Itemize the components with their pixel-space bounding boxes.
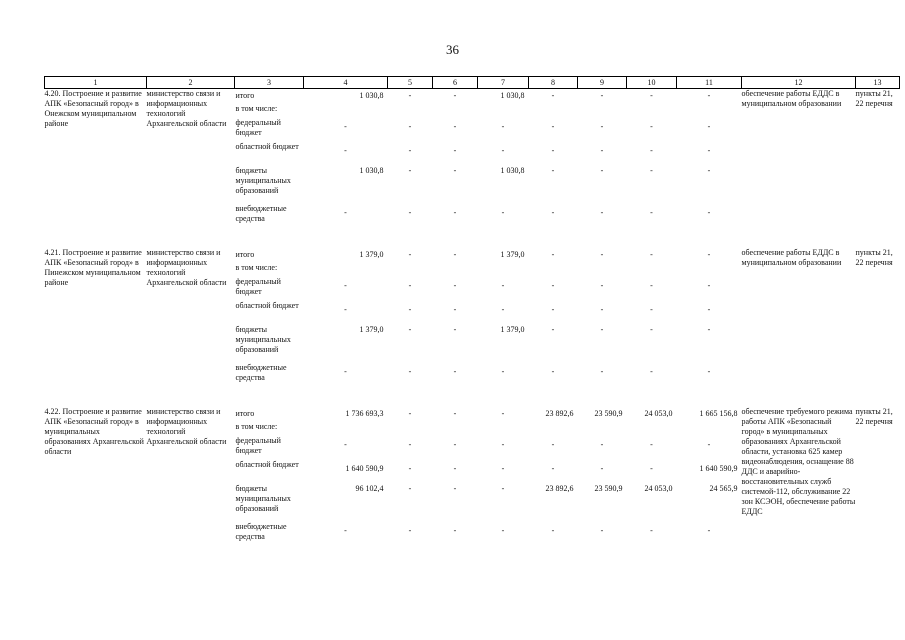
funding-source-label: внебюджетные средства: [235, 363, 287, 382]
amount-cell: [388, 407, 433, 546]
reference-points: пункты 21, 22 перечня: [855, 248, 893, 267]
amount-value: -: [600, 91, 604, 100]
spacer-cell: [45, 387, 900, 407]
amount-value: -: [600, 146, 604, 155]
amount-value: -: [408, 484, 412, 493]
page-number: 36: [446, 42, 459, 57]
amount-value: -: [650, 440, 653, 449]
column-header-6: 6: [433, 77, 478, 89]
amount-value: -: [650, 208, 653, 217]
funding-source-label: итого: [235, 250, 255, 259]
funding-source-label: федеральный бюджет: [235, 277, 281, 296]
column-header-2: 2: [147, 77, 235, 89]
amount-value: -: [551, 91, 555, 100]
amount-cell: [677, 89, 742, 229]
amount-value: -: [707, 146, 711, 155]
amount-value: 24 565,9: [709, 484, 738, 493]
amount-cell: [433, 407, 478, 546]
amount-value: -: [453, 325, 457, 334]
amount-value: -: [650, 305, 653, 314]
amount-value: -: [650, 250, 653, 259]
amount-cell: [304, 248, 388, 387]
amount-value: -: [650, 464, 653, 473]
amount-cell: [433, 248, 478, 387]
amount-value: -: [600, 250, 604, 259]
funding-source-cell: [235, 407, 304, 546]
amount-value: 1 030,8: [500, 166, 525, 175]
column-header-9: 9: [578, 77, 627, 89]
amount-value: 24 053,0: [644, 409, 673, 418]
amount-value: -: [600, 305, 604, 314]
amount-cell: [529, 248, 578, 387]
amount-value: -: [600, 122, 604, 131]
amount-value: -: [344, 146, 347, 155]
amount-value: -: [501, 409, 505, 418]
amount-value: -: [453, 440, 457, 449]
amount-value: -: [453, 91, 457, 100]
amount-value: 1 379,0: [500, 325, 525, 334]
amount-cell: [304, 89, 388, 229]
amount-value: -: [707, 367, 711, 376]
amount-value: 1 640 590,9: [345, 464, 384, 473]
executor-name: министерство связи и информационных технологий Архангельской области: [146, 407, 227, 446]
funding-source-label: областной бюджет: [235, 142, 299, 151]
spacer-cell: [45, 228, 900, 248]
amount-value: -: [650, 367, 653, 376]
amount-value: -: [453, 166, 457, 175]
amount-value: -: [551, 166, 555, 175]
program-row: [45, 89, 900, 229]
funding-source-label: итого: [235, 409, 255, 418]
amount-value: -: [600, 208, 604, 217]
column-header-8: 8: [529, 77, 578, 89]
amount-value: -: [650, 526, 653, 535]
amount-value: -: [408, 91, 412, 100]
expected-result: обеспечение требуемого режима работы АПК «Безопасный город» в муниципальных образованиях Архангельской области, установка 625 камер видеонаблюдения, оснащение 88 ДДС и аварийно-восстановительных служб системой-112, обслуживание 22 зон КСЭОН, обеспечение работы ЕДДС: [741, 407, 856, 516]
amount-value: -: [501, 146, 505, 155]
amount-cell: [578, 407, 627, 546]
expected-result: обеспечение работы ЕДДС в муниципальном образовании: [741, 89, 842, 108]
amount-value: 1 379,0: [500, 250, 525, 259]
header-row: [45, 77, 900, 89]
amount-value: -: [453, 484, 457, 493]
amount-value: 1 030,8: [500, 91, 525, 100]
amount-value: -: [408, 325, 412, 334]
amount-value: -: [551, 440, 555, 449]
amount-value: 24 053,0: [644, 484, 673, 493]
funding-source-label: областной бюджет: [235, 460, 299, 469]
amount-value: -: [408, 305, 412, 314]
amount-value: -: [501, 464, 505, 473]
funding-source-label: итого: [235, 91, 255, 100]
amount-value: -: [453, 409, 457, 418]
amount-value: -: [408, 208, 412, 217]
amount-value: -: [650, 146, 653, 155]
column-header-13: 13: [856, 77, 900, 89]
funding-source-cell: [235, 89, 304, 229]
funding-source-label: бюджеты муниципальных образований: [235, 166, 291, 195]
amount-value: 23 590,9: [594, 484, 623, 493]
funding-source-label: федеральный бюджет: [235, 118, 281, 137]
amount-value: -: [344, 122, 347, 131]
amount-cell: [627, 89, 677, 229]
amount-value: -: [551, 208, 555, 217]
amount-cell: [478, 89, 529, 229]
amount-value: -: [408, 250, 412, 259]
funding-source-label: внебюджетные средства: [235, 522, 287, 541]
amount-value: -: [650, 325, 653, 334]
funding-source-cell: [235, 248, 304, 387]
funding-source-label: федеральный бюджет: [235, 436, 281, 455]
program-table: [44, 76, 900, 546]
amount-value: -: [650, 122, 653, 131]
amount-value: -: [408, 122, 412, 131]
amount-value: -: [453, 250, 457, 259]
activity-name: 4.22. Построение и развитие АПК «Безопасный город» в муниципальных образованиях Архангельской области: [44, 407, 144, 456]
amount-value: -: [453, 208, 457, 217]
amount-value: -: [707, 305, 711, 314]
column-header-11: 11: [677, 77, 742, 89]
column-header-3: 3: [235, 77, 304, 89]
amount-value: -: [344, 305, 347, 314]
amount-value: -: [408, 440, 412, 449]
amount-value: -: [344, 367, 347, 376]
amount-value: 23 892,6: [545, 409, 574, 418]
amount-value: -: [453, 122, 457, 131]
amount-value: -: [707, 440, 711, 449]
reference-points: пункты 21, 22 перечня: [855, 89, 893, 108]
amount-value: -: [453, 281, 457, 290]
amount-value: 1 030,8: [359, 91, 384, 100]
amount-cell: [478, 248, 529, 387]
amount-cell: [627, 407, 677, 546]
amount-value: -: [551, 250, 555, 259]
amount-value: -: [501, 122, 505, 131]
amount-value: -: [408, 464, 412, 473]
amount-value: -: [501, 281, 505, 290]
amount-value: -: [551, 325, 555, 334]
amount-value: -: [344, 281, 347, 290]
column-header-12: 12: [742, 77, 856, 89]
activity-name: 4.20. Построение и развитие АПК «Безопасный город» в Онежском муниципальном районе: [44, 89, 142, 128]
amount-value: -: [600, 325, 604, 334]
amount-value: -: [501, 305, 505, 314]
amount-value: -: [501, 484, 505, 493]
column-header-5: 5: [388, 77, 433, 89]
amount-cell: [578, 89, 627, 229]
amount-value: -: [453, 146, 457, 155]
amount-value: -: [707, 526, 711, 535]
amount-cell: [433, 89, 478, 229]
amount-cell: [529, 89, 578, 229]
amount-cell: [529, 407, 578, 546]
executor-name: министерство связи и информационных технологий Архангельской области: [146, 248, 227, 287]
amount-value: -: [408, 281, 412, 290]
amount-value: -: [707, 91, 711, 100]
amount-value: -: [501, 367, 505, 376]
amount-cell: [388, 248, 433, 387]
amount-value: 1 379,0: [359, 325, 384, 334]
amount-cell: [578, 248, 627, 387]
amount-cell: [627, 248, 677, 387]
amount-value: -: [600, 166, 604, 175]
amount-value: -: [650, 281, 653, 290]
amount-value: -: [344, 208, 347, 217]
amount-value: -: [408, 146, 412, 155]
funding-source-label: в том числе:: [235, 422, 278, 431]
amount-value: -: [707, 281, 711, 290]
amount-value: 1 640 590,9: [699, 464, 738, 473]
column-header-10: 10: [627, 77, 677, 89]
amount-cell: [677, 407, 742, 546]
amount-value: -: [707, 166, 711, 175]
reference-points: пункты 21, 22 перечня: [855, 407, 893, 426]
amount-value: -: [501, 440, 505, 449]
amount-value: -: [600, 464, 604, 473]
amount-value: -: [408, 166, 412, 175]
funding-source-label: в том числе:: [235, 263, 278, 272]
funding-source-label: областной бюджет: [235, 301, 299, 310]
amount-value: 1 030,8: [359, 166, 384, 175]
amount-value: -: [453, 464, 457, 473]
amount-value: -: [551, 367, 555, 376]
row-spacer: [45, 387, 900, 407]
column-header-7: 7: [478, 77, 529, 89]
row-spacer: [45, 228, 900, 248]
amount-value: -: [551, 146, 555, 155]
amount-cell: [304, 407, 388, 546]
program-row: [45, 407, 900, 546]
amount-value: -: [600, 526, 604, 535]
amount-cell: [478, 407, 529, 546]
amount-value: -: [551, 464, 555, 473]
amount-value: -: [551, 281, 555, 290]
amount-value: -: [501, 208, 505, 217]
amount-value: -: [600, 440, 604, 449]
funding-source-label: в том числе:: [235, 104, 278, 113]
activity-name: 4.21. Построение и развитие АПК «Безопасный город» в Пинежском муниципальном районе: [44, 248, 142, 287]
amount-value: 96 102,4: [355, 484, 384, 493]
amount-value: -: [650, 91, 653, 100]
amount-value: -: [501, 526, 505, 535]
program-row: [45, 248, 900, 387]
amount-value: -: [344, 526, 347, 535]
funding-source-label: бюджеты муниципальных образований: [235, 484, 291, 513]
expected-result: обеспечение работы ЕДДС в муниципальном образовании: [741, 248, 842, 267]
amount-value: 1 736 693,3: [345, 409, 384, 418]
amount-value: -: [650, 166, 653, 175]
amount-value: -: [408, 409, 412, 418]
amount-cell: [677, 248, 742, 387]
amount-value: 23 590,9: [594, 409, 623, 418]
column-header-1: 1: [45, 77, 147, 89]
amount-value: -: [453, 526, 457, 535]
amount-value: -: [453, 367, 457, 376]
executor-name: министерство связи и информационных технологий Архангельской области: [146, 89, 227, 128]
amount-value: -: [551, 305, 555, 314]
amount-value: -: [551, 526, 555, 535]
amount-value: -: [600, 367, 604, 376]
amount-value: -: [707, 122, 711, 131]
amount-value: -: [707, 250, 711, 259]
column-header-4: 4: [304, 77, 388, 89]
funding-source-label: бюджеты муниципальных образований: [235, 325, 291, 354]
funding-source-label: внебюджетные средства: [235, 204, 287, 223]
amount-value: 1 665 156,8: [699, 409, 738, 418]
amount-value: -: [408, 526, 412, 535]
amount-value: -: [344, 440, 347, 449]
amount-value: 23 892,6: [545, 484, 574, 493]
amount-value: 1 379,0: [359, 250, 384, 259]
amount-value: -: [408, 367, 412, 376]
amount-value: -: [551, 122, 555, 131]
amount-cell: [388, 89, 433, 229]
amount-value: -: [600, 281, 604, 290]
amount-value: -: [453, 305, 457, 314]
amount-value: -: [707, 208, 711, 217]
amount-value: -: [707, 325, 711, 334]
